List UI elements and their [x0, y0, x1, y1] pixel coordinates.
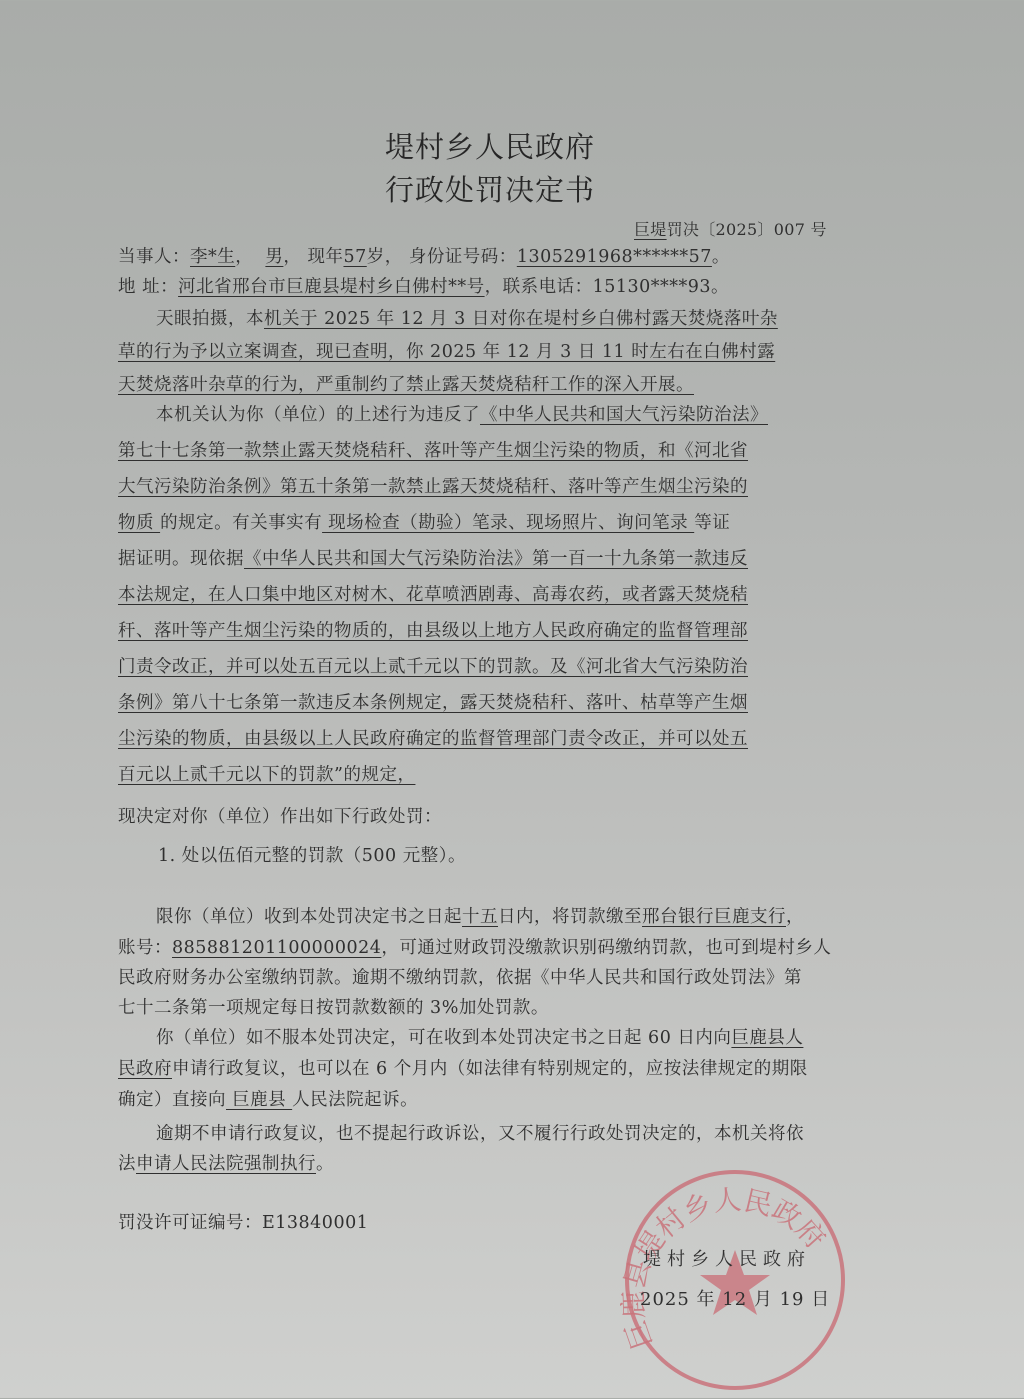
para2-line9: 条例》第八十七条第一款违反本条例规定，露天焚烧秸秆、落叶、枯草等产生烟	[118, 693, 748, 713]
party-age: 57	[343, 247, 367, 267]
doc-number-prefix: 巨堤	[634, 220, 667, 239]
law-reference: 《中华人民共和国大气污染防治法》第一百一十九条第一款违反	[244, 549, 748, 569]
text: 你（单位）如不服本处罚决定，可在收到本处罚决定书之日起 60 日内向	[156, 1028, 732, 1048]
payment-line1	[118, 906, 916, 928]
review-authority: 巨鹿县人	[731, 1028, 804, 1048]
signature-date: 2025 年 12 月 19 日	[640, 1289, 831, 1310]
payment-line4: 七十二条第一项规定每日按罚款数额的 3%加处罚款。	[118, 998, 549, 1018]
para2-line7: 秆、落叶等产生烟尘污染的物质的，由县级以上地方人民政府确定的监督管理部	[118, 621, 748, 641]
text: 日内，将罚款缴至	[498, 907, 642, 927]
para2-line4	[118, 512, 878, 534]
party-gender: 男	[265, 247, 284, 267]
text: 法	[118, 1154, 136, 1174]
license-number: 罚没许可证编号：E13840001	[118, 1213, 369, 1233]
text: 本机关认为你（单位）的上述行为违反了	[156, 405, 480, 425]
para2-line3: 大气污染防治条例》第五十条第一款禁止露天焚烧秸秆、落叶等产生烟尘污染的	[118, 477, 748, 497]
para1-line1	[118, 308, 916, 330]
phone-value: 15130****93。	[592, 277, 730, 297]
para2-line5	[118, 548, 878, 570]
review-authority: 民政府	[118, 1059, 172, 1079]
party-id-number: 1305291968******57	[516, 247, 712, 267]
bank-name: 邢台银行巨鹿支行	[642, 907, 786, 927]
text: 确定）直接向	[118, 1090, 226, 1110]
para2-line6: 本法规定，在人口集中地区对树木、花草喷洒剧毒、高毒农药，或者露天焚烧秸	[118, 585, 748, 605]
enforcement-line1: 逾期不申请行政复议，也不提起行政诉讼，又不履行行政处罚决定的，本机关将依	[156, 1124, 804, 1144]
para2-line1	[118, 404, 916, 426]
appeal-line3	[118, 1089, 878, 1111]
court-county: 巨鹿县	[226, 1090, 293, 1110]
payment-days: 十五	[462, 907, 498, 927]
underlined-text: 物质	[118, 513, 161, 533]
text: 。	[316, 1154, 334, 1174]
signature-organization: 堤村乡人民政府	[643, 1249, 811, 1270]
line-end: 。	[711, 247, 730, 267]
separator: ，	[235, 247, 254, 267]
seal-ring-text: 巨鹿县堤村乡人民政府	[620, 1182, 833, 1354]
appeal-line1	[118, 1027, 916, 1049]
age-suffix: 岁， 身份证号码：	[366, 247, 517, 267]
para1-line2: 草的行为予以立案调查，现已查明，你 2025 年 12 月 3 日 11 时左右在白佛村露	[118, 342, 776, 362]
party-label: 当事人：	[118, 247, 190, 267]
text: 申请行政复议，也可以在 6 个月内（如法律有特别规定的，应按法律规定的期限	[172, 1059, 808, 1079]
text: ，可通过财政罚没缴款识别码缴纳罚款，也可到堤村乡人	[381, 938, 832, 958]
doc-number-rest: 罚决〔2025〕007 号	[666, 220, 827, 239]
text: 的规定。有关事实有	[160, 513, 323, 533]
text: 限你（单位）收到本处罚决定书之日起	[156, 907, 462, 927]
text: 天眼拍摄，本	[156, 309, 264, 329]
address-value: 河北省邢台市巨鹿县堤村乡白佛村**号	[178, 277, 485, 297]
address-label: 地 址：	[118, 277, 179, 297]
payment-line2	[118, 937, 878, 959]
underlined-text: 机关于 2025 年 12 月 3 日对你在堤村乡白佛村露天焚烧落叶杂	[264, 309, 778, 329]
document-number	[634, 217, 827, 240]
text: 据证明。现依据	[118, 549, 244, 569]
penalty-item: 1. 处以伍佰元整的罚款（500 元整）。	[158, 846, 466, 866]
address-line	[118, 276, 878, 298]
para2-line10: 尘污染的物质，由县级以上人民政府确定的监督管理部门责令改正，并可以处五	[118, 729, 748, 749]
text: 人民法院起诉。	[292, 1090, 419, 1110]
phone-label: ，联系电话：	[484, 277, 593, 297]
enforcement-action: 申请人民法院强制执行	[136, 1154, 316, 1174]
account-label: 账号：	[118, 938, 172, 958]
para2-line11: 百元以上贰千元以下的罚款”的规定，	[118, 765, 416, 785]
official-seal	[620, 1165, 850, 1395]
text: ，	[786, 907, 804, 927]
party-line	[118, 246, 878, 268]
age-prefix: ， 现年	[283, 247, 344, 267]
seal-icon	[620, 1165, 850, 1395]
party-name: 李*生	[190, 247, 236, 267]
law-reference: 《中华人民共和国大气污染防治法》	[480, 405, 768, 425]
para2-line8: 门责令改正，并可以处五百元以上贰千元以下的罚款。及《河北省大气污染防治	[118, 657, 748, 677]
evidence-list: 现场检查（勘验）笔录、现场照片、询问笔录	[322, 513, 695, 533]
appeal-line2	[118, 1058, 878, 1080]
text: 等证	[694, 513, 731, 533]
issuer-title: 堤村乡人民政府	[384, 130, 595, 164]
payment-line3: 民政府财务办公室缴纳罚款。逾期不缴纳罚款，依据《中华人民共和国行政处罚法》第	[118, 968, 802, 988]
para1-line3: 天焚烧落叶杂草的行为，严重制约了禁止露天焚烧秸秆工作的深入开展。	[118, 375, 694, 395]
para2-line2: 第七十七条第一款禁止露天焚烧秸秆、落叶等产生烟尘污染的物质，和《河北省	[118, 441, 748, 461]
account-number: 885881201100000024	[172, 938, 382, 958]
document-title: 行政处罚决定书	[384, 173, 595, 207]
decision-intro: 现决定对你（单位）作出如下行政处罚：	[118, 807, 442, 827]
